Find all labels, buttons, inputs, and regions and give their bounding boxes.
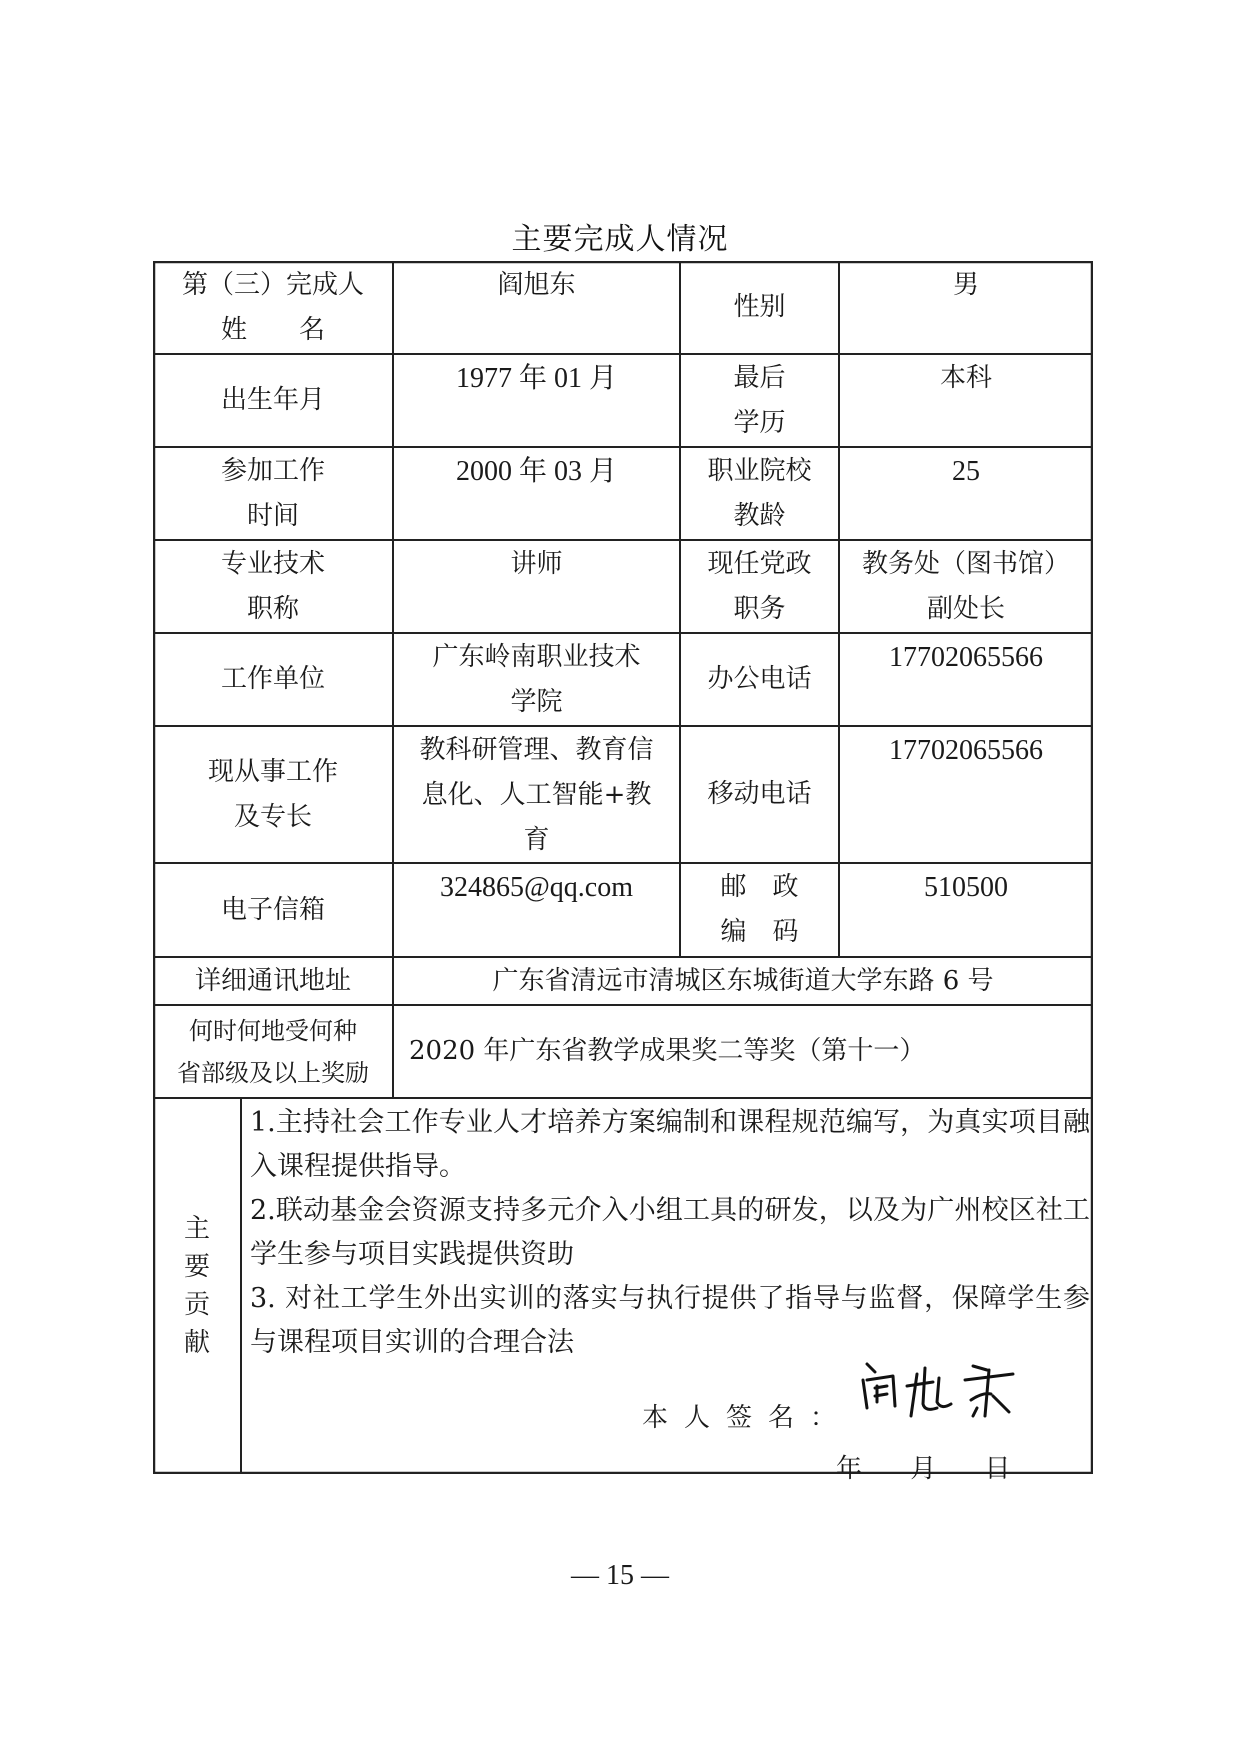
current-work-value-line3: 育 <box>523 825 550 855</box>
gender-label: 性别 <box>733 292 786 322</box>
teaching-years-label-cell <box>680 447 839 540</box>
work-unit-label-cell <box>153 633 393 726</box>
admin-post-label-cell <box>680 540 839 633</box>
admin-post-value-cell <box>839 540 1093 633</box>
birth-value-cell <box>393 354 680 447</box>
email-value-cell <box>393 863 680 957</box>
name-value: 阎旭东 <box>497 270 576 300</box>
work-unit-value-line1: 广东岭南职业技术 <box>432 642 641 672</box>
admin-post-value-line1: 教务处（图书馆） <box>861 549 1070 579</box>
admin-post-value-line2: 副处长 <box>926 594 1005 624</box>
education-label-line1: 最后 <box>733 363 786 393</box>
tech-title-label-line1: 专业技术 <box>220 549 325 579</box>
contribution-label-char: 主 <box>183 1214 210 1244</box>
contribution-item: 1.主持社会工作专业人才培养方案编制和课程规范编写，为真实项目融入课程提供指导。 <box>250 1107 1090 1182</box>
contribution-label-char: 贡 <box>183 1290 210 1320</box>
awards-label-cell <box>153 1005 393 1098</box>
office-phone-value-cell <box>839 633 1093 726</box>
address-value: 广东省清远市清城区东城街道大学东路 6 号 <box>492 965 994 996</box>
postal-code-label-line1: 邮 政 <box>720 872 799 902</box>
education-value-cell <box>839 354 1093 447</box>
teaching-years-label-line1: 职业院校 <box>707 456 812 486</box>
work-unit-label: 工作单位 <box>220 664 325 694</box>
current-work-label-cell <box>153 726 393 863</box>
postal-code-label-line2: 编 码 <box>720 917 799 947</box>
name-label-line1: 第（三）完成人 <box>181 270 364 300</box>
address-value-cell <box>393 957 1093 1005</box>
tech-title-value: 讲师 <box>510 549 563 579</box>
contribution-item: 2.联动基金会资源支持多元介入小组工具的研发，以及为广州校区社工学生参与项目实践提供资助 <box>250 1195 1090 1270</box>
contribution-label-char: 献 <box>183 1328 210 1358</box>
mobile-phone-label-cell <box>680 726 839 863</box>
email-value: 324865@qq.com <box>440 872 633 903</box>
teaching-years-label-line2: 教龄 <box>733 501 786 531</box>
email-label: 电子信箱 <box>220 894 325 925</box>
contribution-item: 3. 对社工学生外出实训的落实与执行提供了指导与监督，保障学生参与课程项目实训的合理合法 <box>250 1283 1090 1358</box>
name-label-line2: 姓 名 <box>220 315 325 345</box>
contribution-text <box>250 1101 1090 1365</box>
work-start-label-cell <box>153 447 393 540</box>
work-start-value: 2000 年 03 月 <box>455 456 617 487</box>
awards-value: 2020 年广东省教学成果奖二等奖（第十一） <box>409 1036 926 1066</box>
handwritten-signature <box>853 1346 1053 1426</box>
teaching-years-value-cell <box>839 447 1093 540</box>
work-start-label-line2: 时间 <box>246 501 299 531</box>
awards-label-line2: 省部级及以上奖励 <box>177 1058 369 1087</box>
tech-title-label-line2: 职称 <box>246 594 299 624</box>
current-work-value-line1: 教科研管理、教育信 <box>419 735 654 765</box>
email-label-cell <box>153 863 393 957</box>
education-label-line2: 学历 <box>733 408 786 438</box>
current-work-value-line2: 息化、人工智能+教 <box>421 780 652 810</box>
tech-title-label-cell <box>153 540 393 633</box>
contribution-label-vertical <box>153 1098 241 1474</box>
page-title: 主要完成人情况 <box>511 222 729 257</box>
birth-value: 1977 年 01 月 <box>455 363 617 394</box>
education-label-cell <box>680 354 839 447</box>
work-start-label-line1: 参加工作 <box>220 456 325 486</box>
mobile-phone-value-cell <box>839 726 1093 863</box>
birth-label-cell <box>153 354 393 447</box>
birth-label: 出生年月 <box>220 385 325 415</box>
tech-title-value-cell <box>393 540 680 633</box>
mobile-phone-value: 17702065566 <box>889 735 1043 766</box>
admin-post-label-line1: 现任党政 <box>707 549 812 579</box>
name-value-cell <box>393 261 680 354</box>
page-number: — 15 — <box>571 1560 669 1591</box>
personnel-form-table <box>153 261 1093 1484</box>
mobile-phone-label: 移动电话 <box>707 779 812 809</box>
teaching-years-value: 25 <box>952 456 980 487</box>
work-start-value-cell <box>393 447 680 540</box>
current-work-label-line2: 及专长 <box>233 801 312 832</box>
work-unit-value-line2: 学院 <box>510 687 563 717</box>
education-value: 本科 <box>939 363 992 393</box>
office-phone-label-cell <box>680 633 839 726</box>
name-label-cell <box>153 261 393 354</box>
current-work-value-cell <box>393 726 680 863</box>
contribution-label-char: 要 <box>183 1252 210 1282</box>
gender-label-cell <box>680 261 839 354</box>
awards-value-cell <box>393 1005 1093 1098</box>
gender-value-cell <box>839 261 1093 354</box>
awards-label-line1: 何时何地受何种 <box>189 1016 357 1045</box>
address-label: 详细通讯地址 <box>194 965 351 996</box>
address-label-cell <box>153 957 393 1005</box>
postal-code-value-cell <box>839 863 1093 957</box>
postal-code-label-cell <box>680 863 839 957</box>
signature-label: 本人签名： <box>642 1403 853 1433</box>
work-unit-value-cell <box>393 633 680 726</box>
office-phone-value: 17702065566 <box>889 642 1043 673</box>
current-work-label-line1: 现从事工作 <box>207 756 338 787</box>
postal-code-value: 510500 <box>924 872 1008 903</box>
admin-post-label-line2: 职务 <box>733 594 786 624</box>
gender-value: 男 <box>952 270 979 300</box>
signature-date: 年 月 日 <box>836 1454 1011 1484</box>
office-phone-label: 办公电话 <box>707 664 812 694</box>
